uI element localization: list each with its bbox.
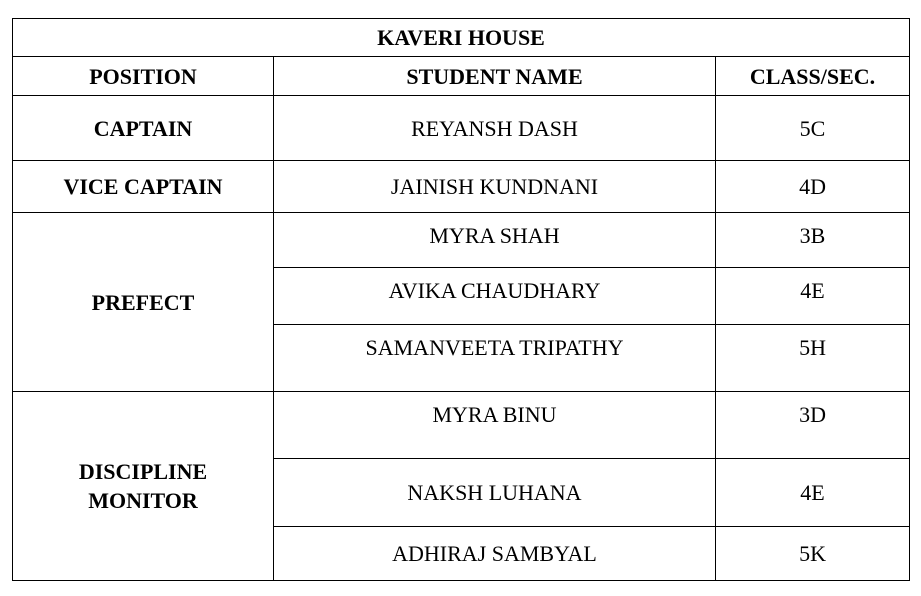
student-name: AVIKA CHAUDHARY (274, 268, 716, 325)
student-class: 5K (716, 527, 910, 581)
student-name: SAMANVEETA TRIPATHY (274, 325, 716, 392)
student-name: ADHIRAJ SAMBYAL (274, 527, 716, 581)
table-title: KAVERI HOUSE (13, 19, 910, 57)
student-class: 3B (716, 213, 910, 268)
header-student-name: STUDENT NAME (274, 57, 716, 96)
table-row (13, 392, 910, 459)
student-class: 5H (716, 325, 910, 392)
house-council-table (12, 18, 910, 581)
student-name: REYANSH DASH (274, 96, 716, 161)
position-line-1: DISCIPLINE (78, 459, 208, 484)
student-name: NAKSH LUHANA (274, 459, 716, 527)
title-row (13, 19, 910, 57)
header-class-sec: CLASS/SEC. (716, 57, 910, 96)
position-discipline-monitor (13, 392, 274, 581)
student-class: 5C (716, 96, 910, 161)
student-name: MYRA SHAH (274, 213, 716, 268)
student-name: JAINISH KUNDNANI (274, 161, 716, 213)
header-row (13, 57, 910, 96)
student-class: 4E (716, 459, 910, 527)
table-row (13, 96, 910, 161)
header-position: POSITION (13, 57, 274, 96)
student-name: MYRA BINU (274, 392, 716, 459)
student-class: 3D (716, 392, 910, 459)
student-class: 4D (716, 161, 910, 213)
table-row (13, 213, 910, 268)
student-class: 4E (716, 268, 910, 325)
position-line-2: MONITOR (88, 488, 198, 513)
position-prefect: PREFECT (13, 213, 274, 392)
position-captain: CAPTAIN (13, 96, 274, 161)
position-vice-captain: VICE CAPTAIN (13, 161, 274, 213)
table-row (13, 161, 910, 213)
